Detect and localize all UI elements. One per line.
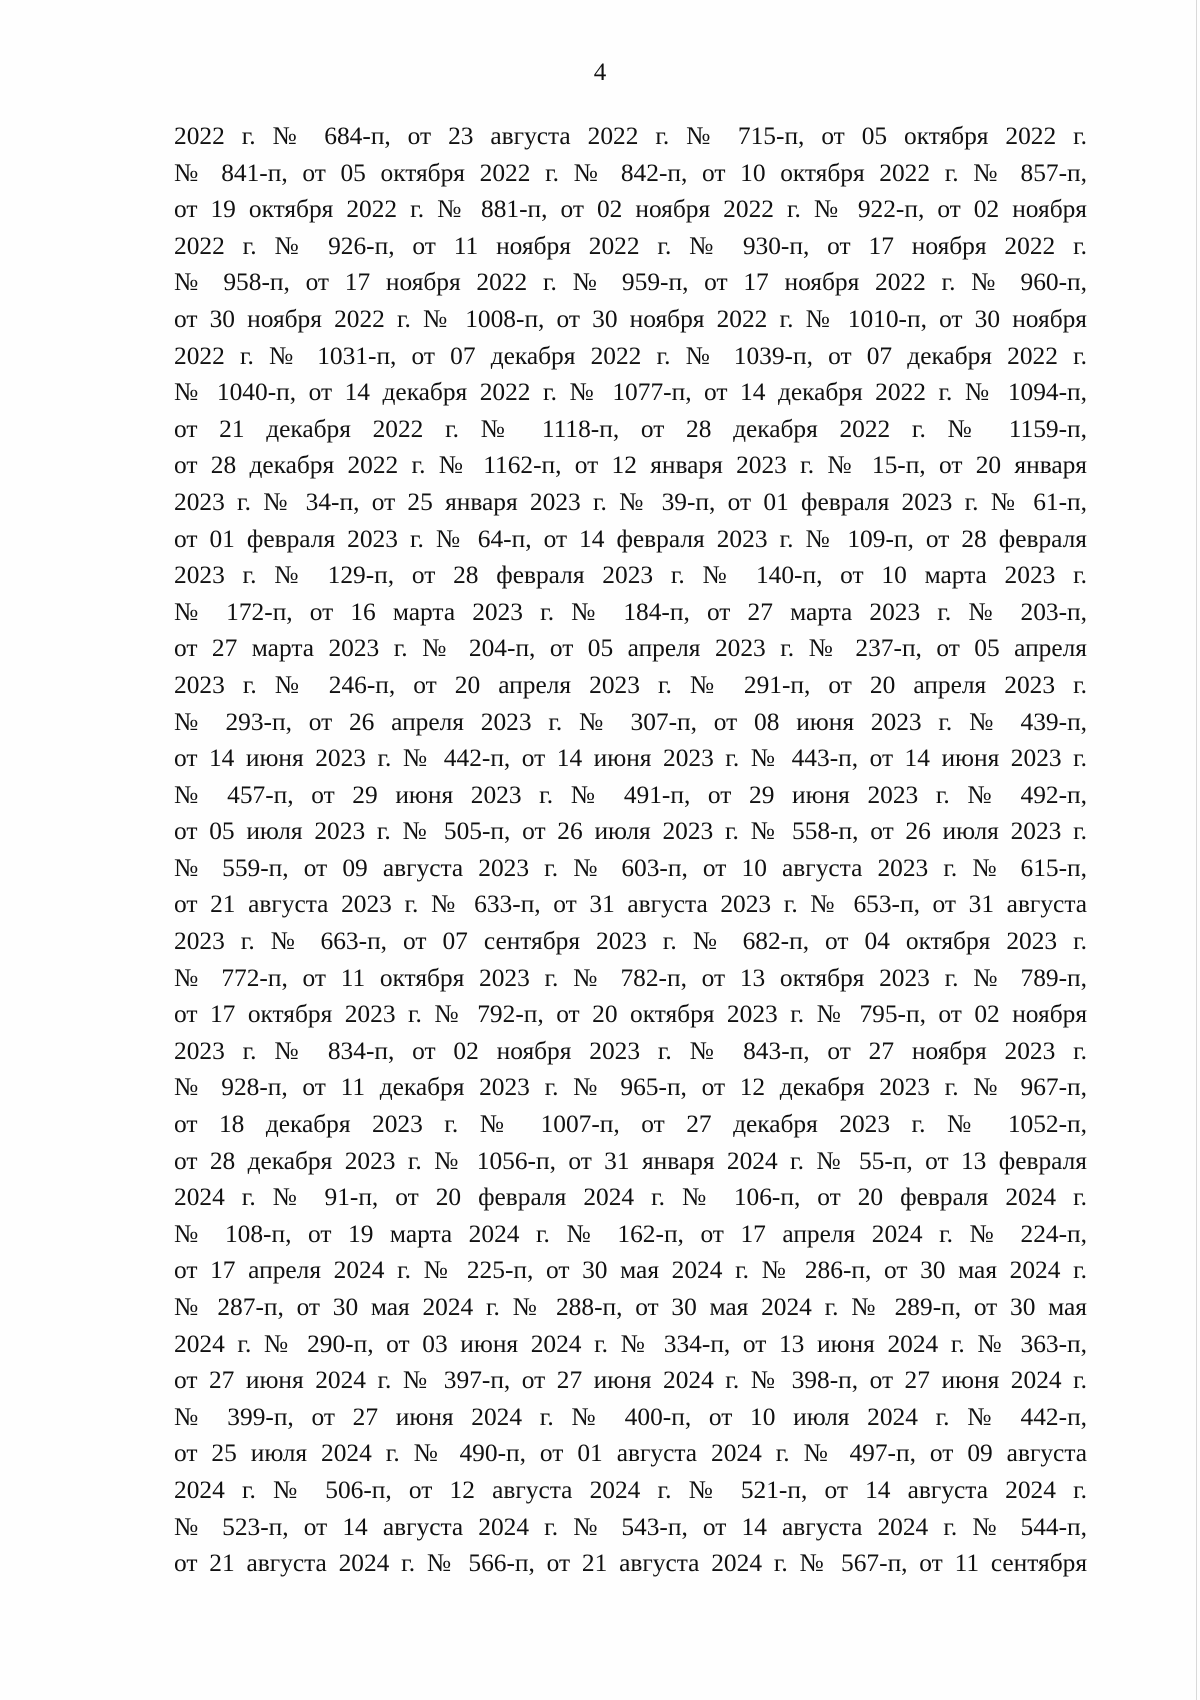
text-line: № 559-п, от 09 августа 2023 г. № 603-п, от 10 августа 2023 г. № 615-п,: [174, 853, 1087, 882]
text-line: от 17 апреля 2024 г. № 225-п, от 30 мая 2024 г. № 286-п, от 30 мая 2024 г.: [174, 1256, 1087, 1285]
text-line: 2022 г. № 684-п, от 23 августа 2022 г. № 715-п, от 05 октября 2022 г.: [174, 122, 1087, 150]
text-line: от 27 марта 2023 г. № 204-п, от 05 апреля 2023 г. № 237-п, от 05 апреля: [174, 634, 1087, 663]
text-line: от 27 июня 2024 г. № 397-п, от 27 июня 2024 г. № 398-п, от 27 июня 2024 г.: [174, 1366, 1087, 1395]
text-line: 2023 г. № 834-п, от 02 ноября 2023 г. № 843-п, от 27 ноября 2023 г.: [174, 1036, 1087, 1065]
text-line: № 293-п, от 26 апреля 2023 г. № 307-п, от 08 июня 2023 г. № 439-п,: [174, 707, 1087, 736]
text-line: от 17 октября 2023 г. № 792-п, от 20 октября 2023 г. № 795-п, от 02 ноября: [174, 1000, 1087, 1029]
text-line: 2024 г. № 290-п, от 03 июня 2024 г. № 334-п, от 13 июня 2024 г. № 363-п,: [174, 1329, 1087, 1358]
text-line: 2023 г. № 663-п, от 07 сентября 2023 г. № 682-п, от 04 октября 2023 г.: [174, 927, 1087, 956]
text-line: № 772-п, от 11 октября 2023 г. № 782-п, от 13 октября 2023 г. № 789-п,: [174, 963, 1087, 992]
text-line: 2023 г. № 34-п, от 25 января 2023 г. № 39-п, от 01 февраля 2023 г. № 61-п,: [174, 487, 1087, 516]
text-line: № 1040-п, от 14 декабря 2022 г. № 1077-п, от 14 декабря 2022 г. № 1094-п,: [174, 378, 1087, 407]
text-line: № 172-п, от 16 марта 2023 г. № 184-п, от 27 марта 2023 г. № 203-п,: [174, 597, 1087, 626]
text-line: 2022 г. № 926-п, от 11 ноября 2022 г. № 930-п, от 17 ноября 2022 г.: [174, 231, 1087, 260]
text-line: 2022 г. № 1031-п, от 07 декабря 2022 г. № 1039-п, от 07 декабря 2022 г.: [174, 341, 1087, 370]
text-line: № 928-п, от 11 декабря 2023 г. № 965-п, от 12 декабря 2023 г. № 967-п,: [174, 1073, 1087, 1102]
text-line: № 958-п, от 17 ноября 2022 г. № 959-п, от 17 ноября 2022 г. № 960-п,: [174, 268, 1087, 297]
text-line: от 21 августа 2023 г. № 633-п, от 31 августа 2023 г. № 653-п, от 31 августа: [174, 890, 1087, 919]
text-line: 2024 г. № 506-п, от 12 августа 2024 г. № 521-п, от 14 августа 2024 г.: [174, 1475, 1087, 1504]
page-edge: [1196, 0, 1197, 1700]
text-line: № 457-п, от 29 июня 2023 г. № 491-п, от 29 июня 2023 г. № 492-п,: [174, 780, 1087, 809]
text-line: от 05 июля 2023 г. № 505-п, от 26 июля 2023 г. № 558-п, от 26 июля 2023 г.: [174, 817, 1087, 846]
text-line: от 30 ноября 2022 г. № 1008-п, от 30 ноября 2022 г. № 1010-п, от 30 ноября: [174, 304, 1087, 333]
text-line: № 108-п, от 19 марта 2024 г. № 162-п, от 17 апреля 2024 г. № 224-п,: [174, 1219, 1087, 1248]
text-line: от 21 декабря 2022 г. № 1118-п, от 28 декабря 2022 г. № 1159-п,: [174, 414, 1087, 443]
text-line: № 841-п, от 05 октября 2022 г. № 842-п, от 10 октября 2022 г. № 857-п,: [174, 158, 1087, 187]
text-line: от 19 октября 2022 г. № 881-п, от 02 ноября 2022 г. № 922-п, от 02 ноября: [174, 195, 1087, 224]
text-line: от 21 августа 2024 г. № 566-п, от 21 августа 2024 г. № 567-п, от 11 сентября: [174, 1549, 1087, 1578]
text-line: № 287-п, от 30 мая 2024 г. № 288-п, от 30 мая 2024 г. № 289-п, от 30 мая: [174, 1293, 1087, 1321]
text-line: от 14 июня 2023 г. № 442-п, от 14 июня 2023 г. № 443-п, от 14 июня 2023 г.: [174, 744, 1087, 773]
text-line: от 25 июля 2024 г. № 490-п, от 01 августа 2024 г. № 497-п, от 09 августа: [174, 1439, 1087, 1468]
text-line: от 28 декабря 2023 г. № 1056-п, от 31 января 2024 г. № 55-п, от 13 февраля: [174, 1146, 1087, 1175]
text-line: от 28 декабря 2022 г. № 1162-п, от 12 января 2023 г. № 15-п, от 20 января: [174, 451, 1087, 480]
text-line: № 523-п, от 14 августа 2024 г. № 543-п, от 14 августа 2024 г. № 544-п,: [174, 1512, 1087, 1541]
text-line: № 399-п, от 27 июня 2024 г. № 400-п, от 10 июля 2024 г. № 442-п,: [174, 1402, 1087, 1431]
text-line: от 01 февраля 2023 г. № 64-п, от 14 февраля 2023 г. № 109-п, от 28 февраля: [174, 524, 1087, 553]
text-line: от 18 декабря 2023 г. № 1007-п, от 27 декабря 2023 г. № 1052-п,: [174, 1110, 1087, 1139]
text-line: 2023 г. № 246-п, от 20 апреля 2023 г. № 291-п, от 20 апреля 2023 г.: [174, 670, 1087, 699]
page-number: 4: [593, 59, 607, 86]
body-text: [174, 118, 1087, 1582]
text-line: 2024 г. № 91-п, от 20 февраля 2024 г. № 106-п, от 20 февраля 2024 г.: [174, 1183, 1087, 1212]
text-line: 2023 г. № 129-п, от 28 февраля 2023 г. № 140-п, от 10 марта 2023 г.: [174, 561, 1087, 590]
